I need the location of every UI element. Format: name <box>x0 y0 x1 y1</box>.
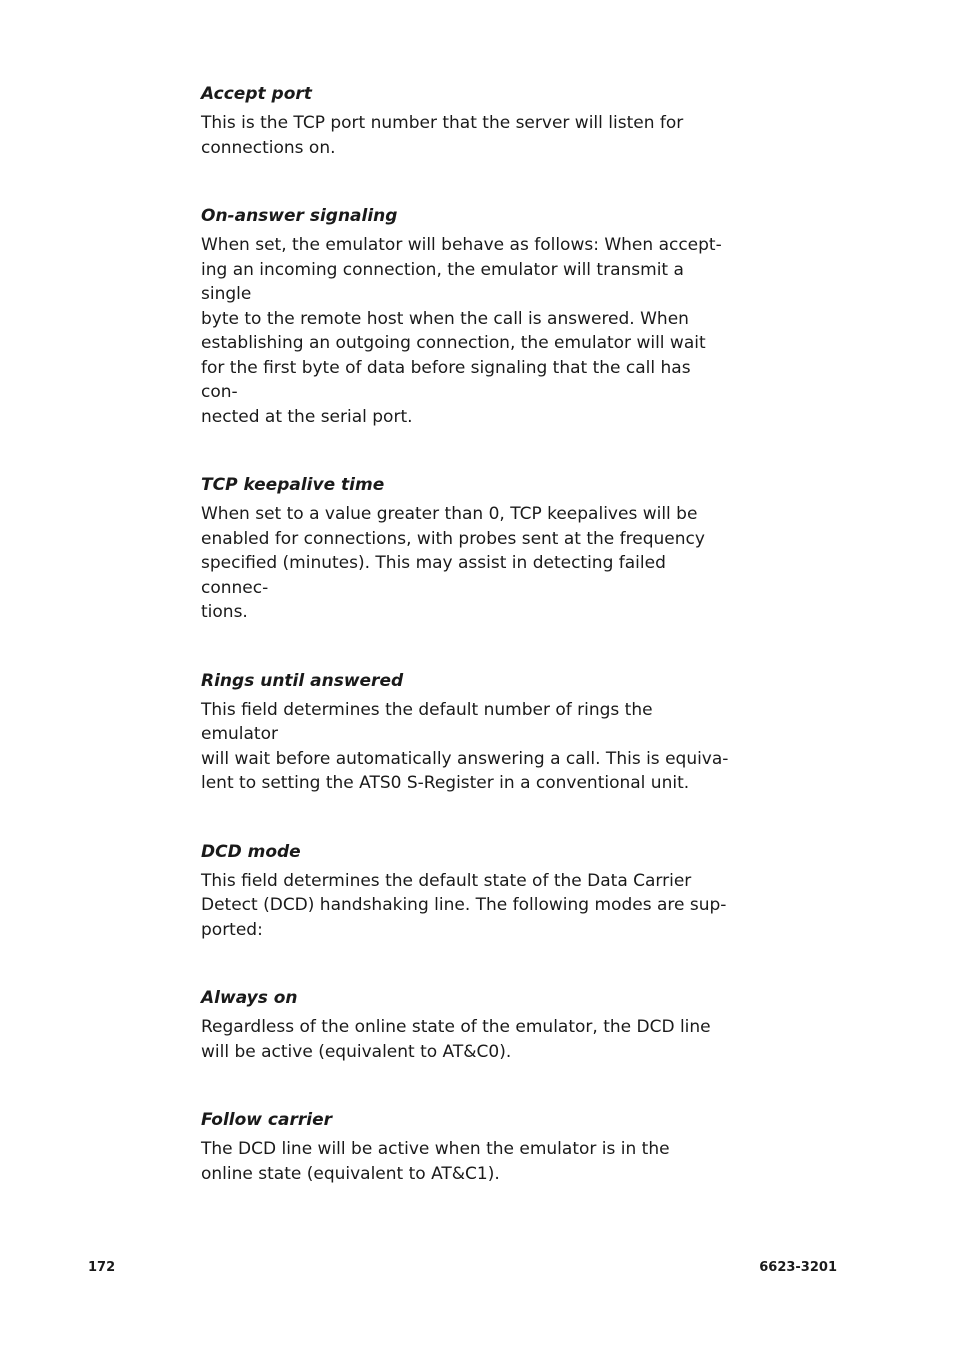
section-rings-until-answered <box>201 669 731 796</box>
section-body: This field determines the default number of rings the emulator will wait before automatically answering a call. This is equiva- lent to setting the ATS0 S-Register in a conventional unit. <box>201 699 729 793</box>
section-follow-carrier <box>201 1108 731 1186</box>
section-body: This field determines the default state of the Data Carrier Detect (DCD) handshaking line. The following modes are sup- ported: <box>201 870 727 940</box>
section-heading: DCD mode <box>201 841 301 862</box>
section-accept-port <box>201 82 731 160</box>
section-body: The DCD line will be active when the emulator is in the online state (equivalent to AT&C1). <box>201 1139 670 1184</box>
section-always-on <box>201 986 731 1064</box>
section-body: When set, the emulator will behave as follows: When accept- ing an incoming connection, the emulator will transmit a single byte to the remote host when the call is answered. When establishing an outgoing connection, the emulator will wait for the first byte of data before signaling that the call has con- nected at the serial port. <box>201 235 722 427</box>
section-body: This is the TCP port number that the server will listen for connections on. <box>201 113 684 158</box>
section-body: Regardless of the online state of the emulator, the DCD line will be active (equivalent to AT&C0). <box>201 1017 711 1062</box>
section-on-answer-signaling <box>201 204 731 429</box>
section-heading: Always on <box>201 988 298 1008</box>
section-heading: TCP keepalive time <box>201 475 385 495</box>
section-heading: Rings until answered <box>201 670 404 691</box>
page-content <box>201 82 731 1230</box>
document-number: 6623-3201 <box>759 1260 837 1275</box>
section-dcd-mode <box>201 840 731 943</box>
section-tcp-keepalive-time <box>201 473 731 625</box>
section-heading: On-answer signaling <box>201 206 398 226</box>
section-heading: Follow carrier <box>201 1110 332 1130</box>
section-body: When set to a value greater than 0, TCP keepalives will be enabled for connections, with probes sent at the frequency specified (minutes). This may assist in detecting failed connec- tions. <box>201 504 705 622</box>
section-heading: Accept port <box>201 84 312 104</box>
page-number: 172 <box>88 1260 116 1275</box>
